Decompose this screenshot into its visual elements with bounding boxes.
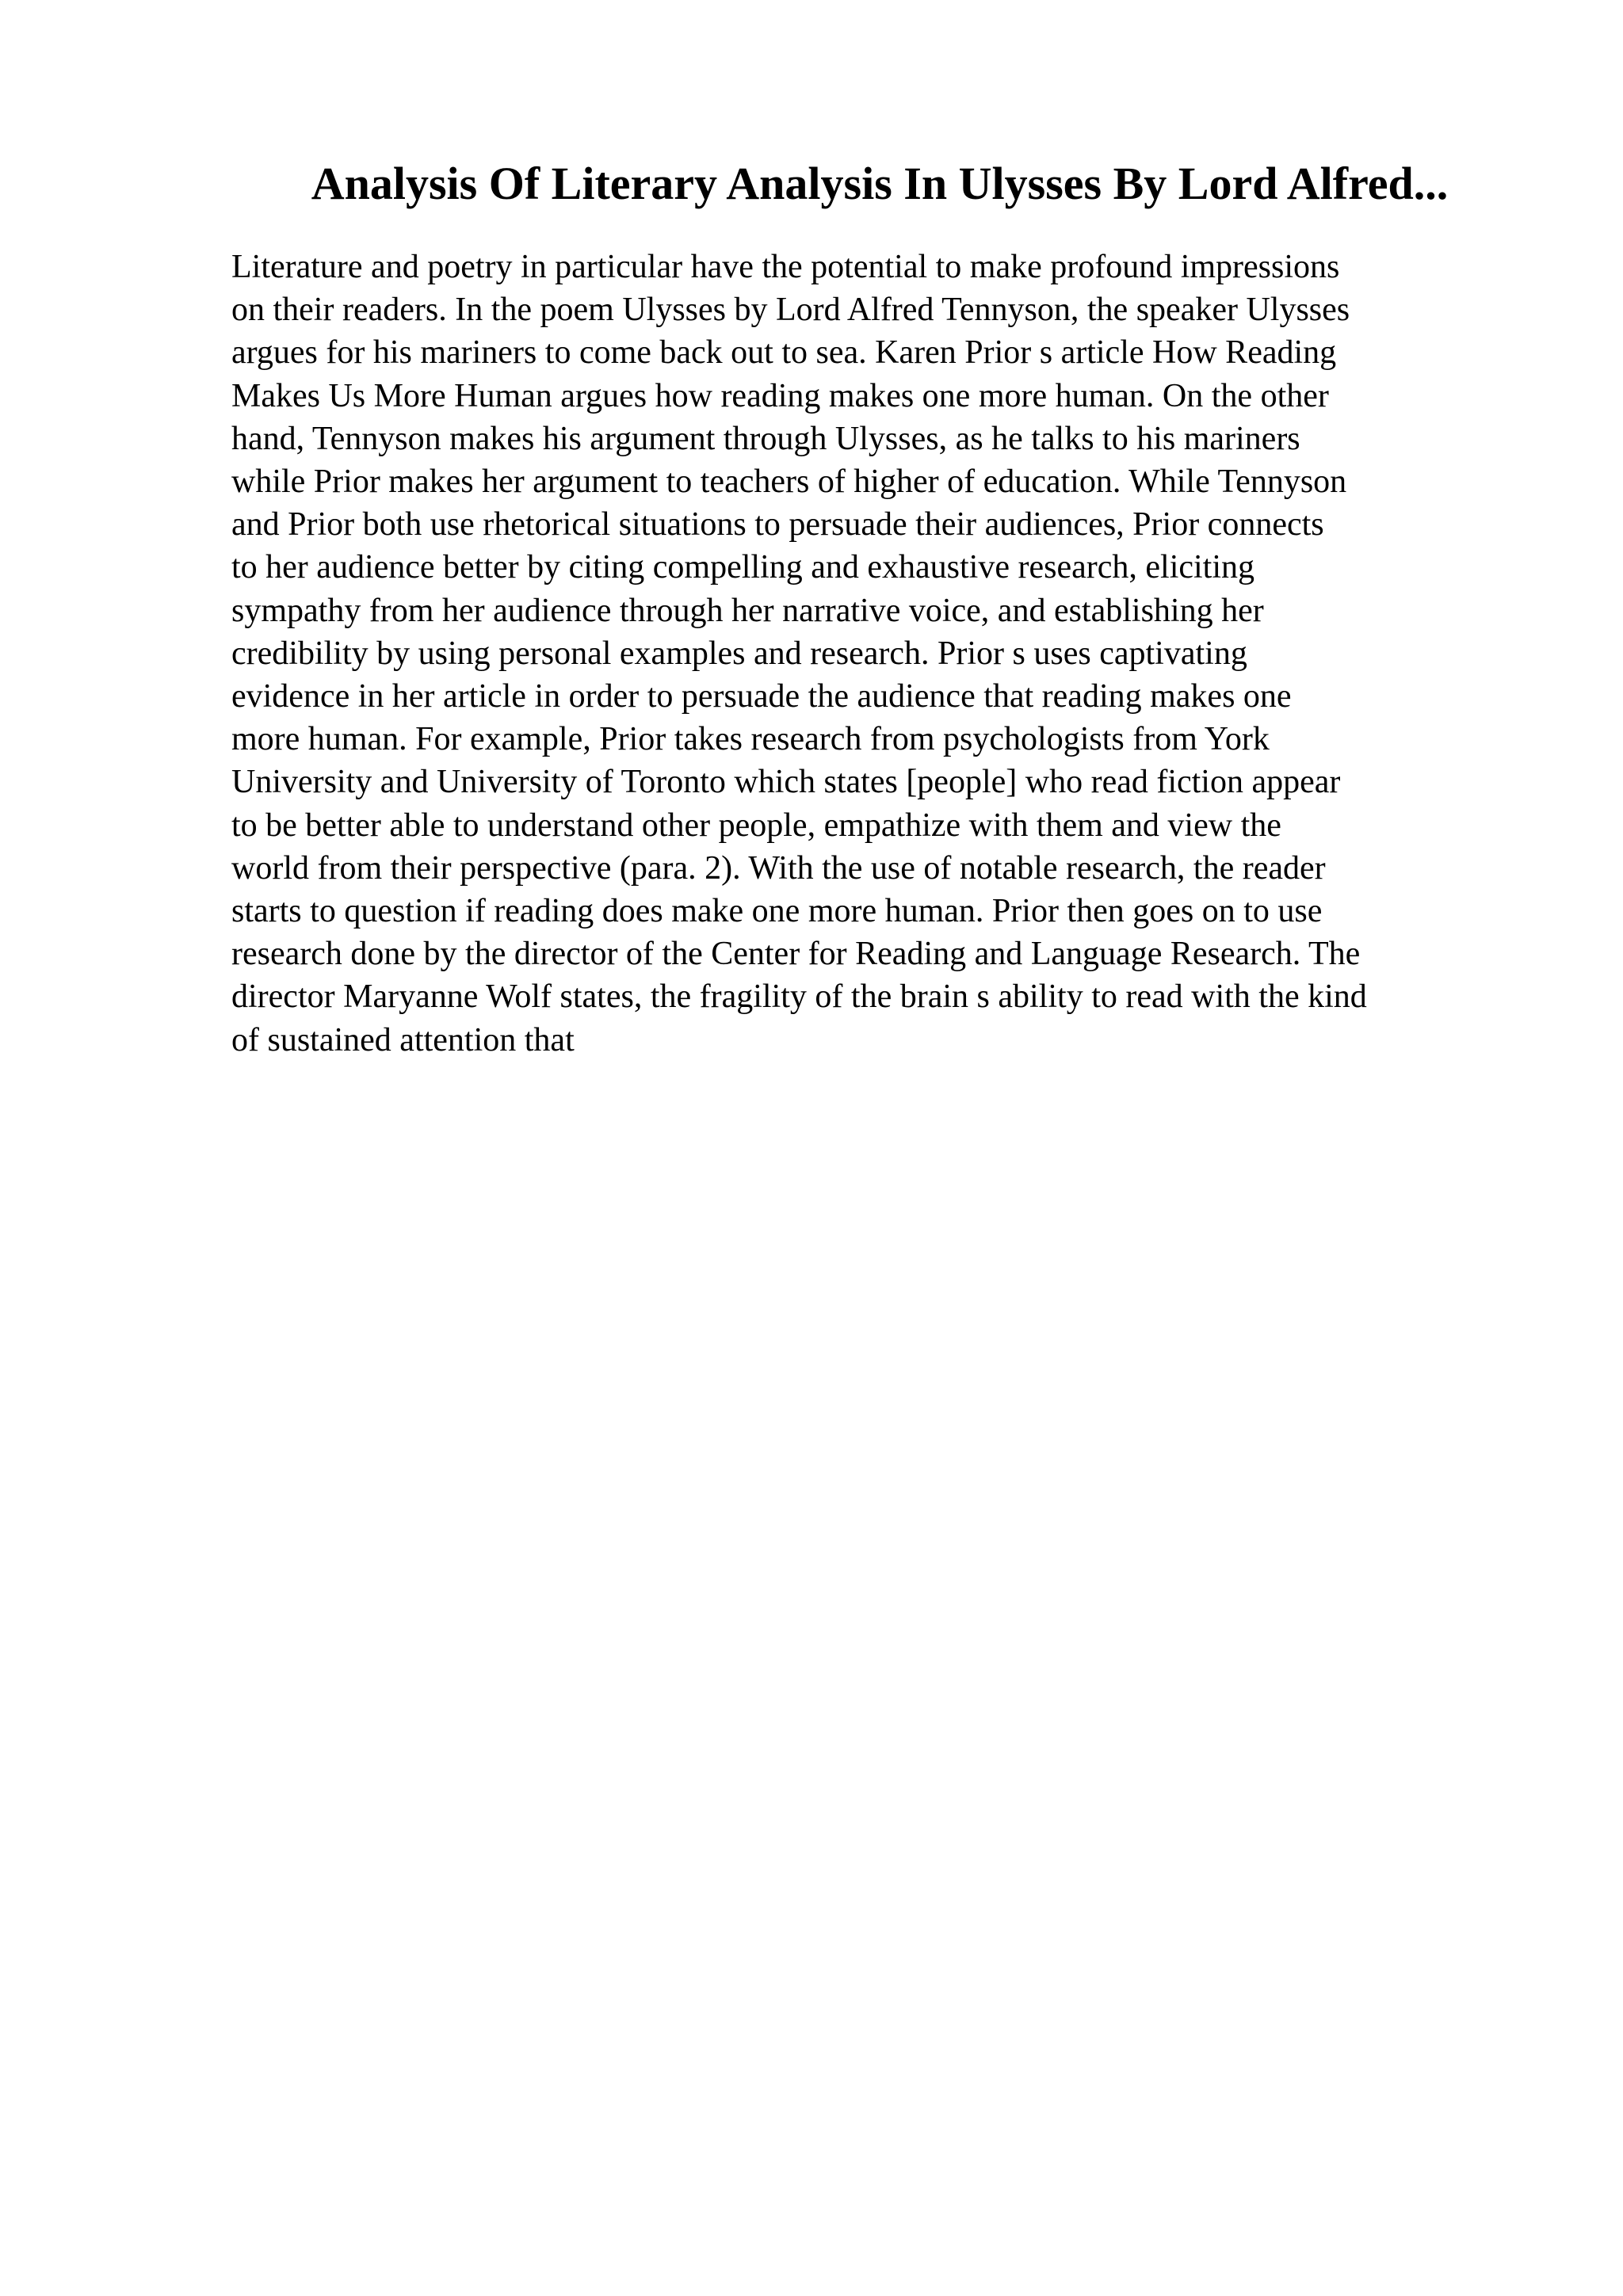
body-line: evidence in her article in order to persuade the audience that reading makes one (231, 678, 1292, 715)
body-line: of sustained attention that (231, 1021, 575, 1058)
body-line: argues for his mariners to come back out to sea. Karen Prior s article How Reading (231, 334, 1337, 372)
document-body (231, 246, 1547, 1062)
body-line: to be better able to understand other people, empathize with them and view the (231, 807, 1281, 844)
body-line: University and University of Toronto which states [people] who read fiction appear (231, 764, 1341, 801)
body-line: hand, Tennyson makes his argument through Ulysses, as he talks to his mariners (231, 420, 1300, 457)
body-line: credibility by using personal examples and research. Prior s uses captivating (231, 635, 1247, 672)
body-line: and Prior both use rhetorical situations to persuade their audiences, Prior connects (231, 506, 1324, 543)
body-line: Makes Us More Human argues how reading makes one more human. On the other (231, 377, 1329, 414)
body-line: more human. For example, Prior takes research from psychologists from York (231, 721, 1270, 758)
body-line: while Prior makes her argument to teachers of higher of education. While Tennyson (231, 463, 1347, 501)
body-line: research done by the director of the Center for Reading and Language Research. The (231, 936, 1361, 973)
body-line: on their readers. In the poem Ulysses by Lord Alfred Tennyson, the speaker Ulysses (231, 292, 1350, 329)
body-line: director Maryanne Wolf states, the fragility of the brain s ability to read with the kind (231, 978, 1367, 1016)
body-line: sympathy from her audience through her narrative voice, and establishing her (231, 592, 1264, 629)
document-title: Analysis Of Literary Analysis In Ulysses By Lord Alfred... (311, 158, 1449, 209)
body-line: world from their perspective (para. 2). With the use of notable research, the reader (231, 849, 1326, 887)
body-line: starts to question if reading does make one more human. Prior then goes on to use (231, 893, 1323, 930)
body-line: to her audience better by citing compelling and exhaustive research, eliciting (231, 549, 1255, 586)
body-line: Literature and poetry in particular have the potential to make profound impressions (231, 249, 1340, 285)
